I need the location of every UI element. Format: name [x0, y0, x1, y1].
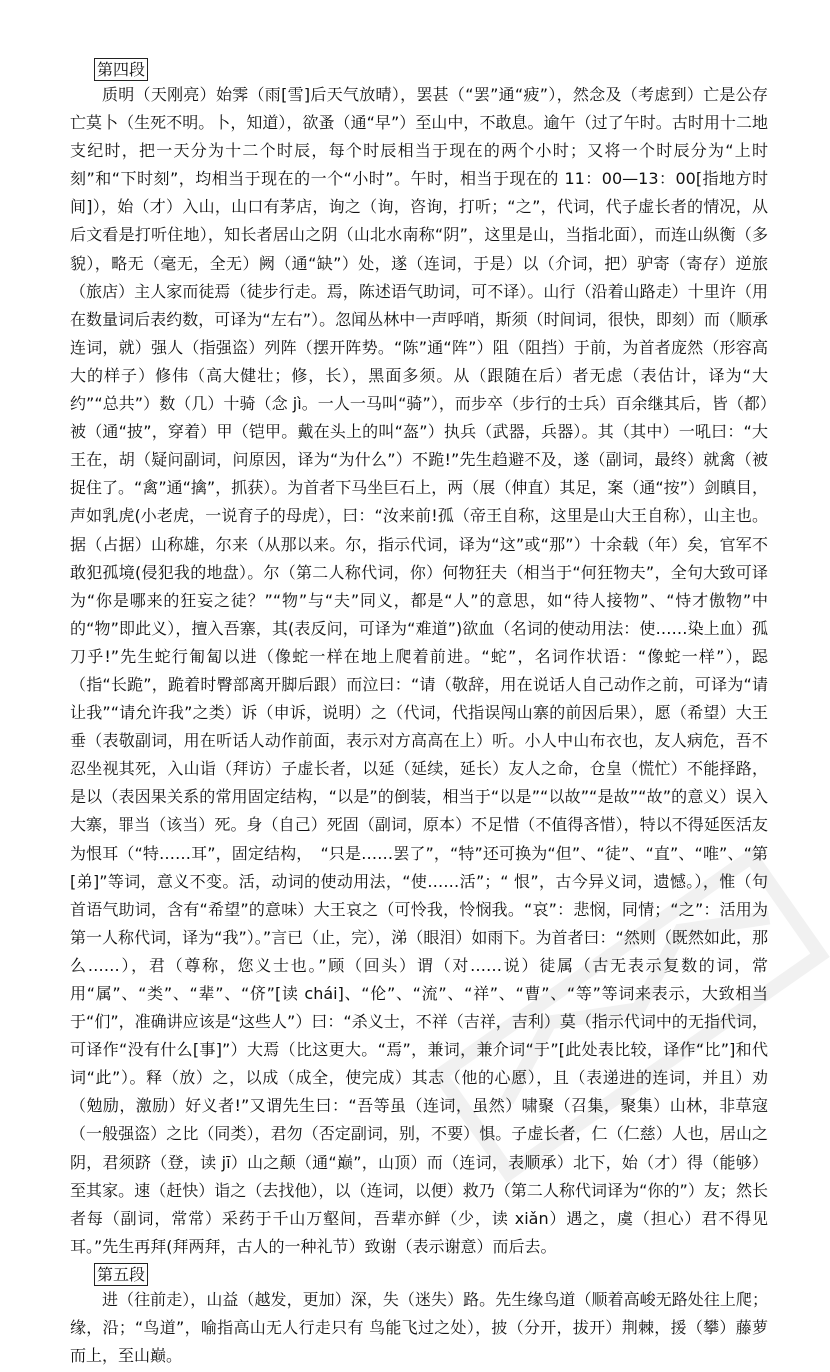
- section-5-heading: 第五段: [94, 1263, 148, 1286]
- section-4-heading: 第四段: [94, 58, 148, 81]
- document-page: [70, 58, 768, 1372]
- section-5-paragraph: 进（往前走），山益（越发，更加）深，失（迷失）路。先生缘鸟道（顺着高峻无路处往上爬；缘，沿；“鸟道”，喻指高山无人行走只有 鸟能飞过之处），披（分开，拔开）荆棘，援（攀）藤萝而上，至山巅。: [70, 1289, 768, 1366]
- section-4-paragraph: 质明（天刚亮）始霁（雨[雪]后天气放晴），罢甚（“罢”通“疲”），然念及（考虑到）亡是公存亡莫卜（生死不明。卜，知道），欲蚤（通“早”）至山中，不敢息。逾午（过了午时。古时用十二地支纪时，把一天分为十二个时辰，每个时辰相当于现在的两个小时；又将一个时辰分为“上时刻”和“下时刻”，均相当于现在的一个“小时”。午时，相当于现在的 11：00—13：00[指地方时间]），始（才）入山，山口有茅店，询之（询，咨询，打听；“之”，代词，代子虚长者的情况，从后文看是打听住地），知长者居山之阴（山北水南称“阴”，这里是山，当指北面），而连山纵衡（多貌），略无（毫无，全无）阙（通“缺”）处，遂（连词，于是）以（介词，把）驴寄（寄存）逆旅（旅店）主人家而徒焉（徒步行走。焉，陈述语气助词，可不译）。山行（沿着山路走）十里许（用在数量词后表约数，可译为“左右”）。忽闻丛林中一声呼哨，斯须（时间词，很快，即刻）而（顺承连词，就）强人（指强盗）列阵（摆开阵势。“陈”通“阵”）阻（阻挡）于前，为首者庞然（形容高大的样子）修伟（高大健壮；修，长），黑面多须。从（跟随在后）者无虑（表估计，译为“大约”“总共”）数（几）十骑（念 jì。一人一马叫“骑”），而步卒（步行的士兵）百余继其后，皆（都）被（通“披”，穿着）甲（铠甲。戴在头上的叫“盔”）执兵（武器，兵器）。其（其中）一吼曰：“大王在，胡（疑问副词，问原因，译为“为什么”）不跪!”先生趋避不及，遂（副词，最终）就禽（被捉住了。“禽”通“擒”，抓获）。为首者下马坐巨石上，两（展（伸直）其足，案（通“按”）剑瞋目，声如乳虎(小老虎，一说育子的母虎），曰：“汝来前!孤（帝王自称，这里是山大王自称），山主也。据（占据）山称雄，尔来（从那以来。尔，指示代词，译为“这”或“那”）十余载（年）矣，官军不敢犯孤境(侵犯我的地盘）。尔（第二人称代词，你）何物狂夫（相当于“何狂物夫”，全句大致可译为“你是哪来的狂妄之徒？”“物”与“夫”同义，都是“人”的意思，如“待人接物”、“恃才傲物”中的“物”即此义），擅入吾寨，其(表反问，可译为“难道”)欲血（名词的使动用法：使……染上血）孤刀乎!”先生蛇行匍匐以进（像蛇一样在地上爬着前进。“蛇”，名词作状语：“像蛇一样”），跽（指“长跪”，跪着时臀部离开脚后跟）而泣曰：“请（敬辞，用在说话人自己动作之前，可译为“请让我”“请允许我”之类）诉（申诉，说明）之（代词，代指误闯山寨的前因后果），愿（希望）大王垂（表敬副词，用在听话人动作前面，表示对方高高在上）听。小人中山布衣也，友人病危，吾不忍坐视其死，入山诣（拜访）子虚长者，以延（延续，延长）友人之命，仓皇（慌忙）不能择路，是以（表因果关系的常用固定结构，“以是”的倒装，相当于“以是”“以故”“是故”“故”的意义）误入大寨，罪当（该当）死。身（自己）死固（副词，原本）不足惜（不值得吝惜），特以不得延医活友为恨耳（“特……耳”，固定结构， “只是……罢了”，“特”还可换为“但”、“徒”、“直”、“唯”、“第[弟]”等词，意义不变。活，动词的使动用法，“使……活”；“ 恨”，古今异义词，遗憾。），惟（句首语气助词，含有“希望”的意味）大王哀之（可怜我，怜悯我。“哀”：悲悯，同情；“之”：活用为第一人称代词，译为“我”）。”言已（止，完），涕（眼泪）如雨下。为首者曰：“然则（既然如此，那么……），君（尊称，您义士也。”顾（回头）谓（对……说）徒属（古无表示复数的词，常用“属”、“类”、“辈”、“侪”[读 chái]、“伦”、“流”、“祥”、“曹”、“等”等词来表示，大致相当于“们”，准确讲应该是“这些人”）曰：“杀义士，不祥（吉祥，吉利）莫（指示代词中的无指代词，可译作“没有什么[事]”）大焉（比这更大。“焉”，兼词，兼介词“于”[此处表比较，译作“比”]和代词“此”）。释（放）之，以成（成全，使完成）其志（他的心愿），且（表递进的连词，并且）劝（勉励，激励）好义者!”又谓先生曰：“吾等虽（连词，虽然）啸聚（召集，聚集）山林，非草寇（一般强盗）之比（同类），君勿（否定副词，别，不要）惧。子虚长者，仁（仁慈）人也，居山之阴，君须跻（登，读 jī）山之颠（通“巅”，山顶）而（连词，表顺承）北下，始（才）得（能够）至其家。速（赶快）诣之（去找他），以（连词，以便）救乃（第二人称代词译为“你的”）友；然长者每（副词，常常）采药于千山万壑间，吾辈亦鲜（少，读 xiǎn）遇之，虞（担心）君不得见耳。”先生再拜(拜两拜，古人的一种礼节）致谢（表示谢意）而后去。: [70, 85, 768, 1256]
